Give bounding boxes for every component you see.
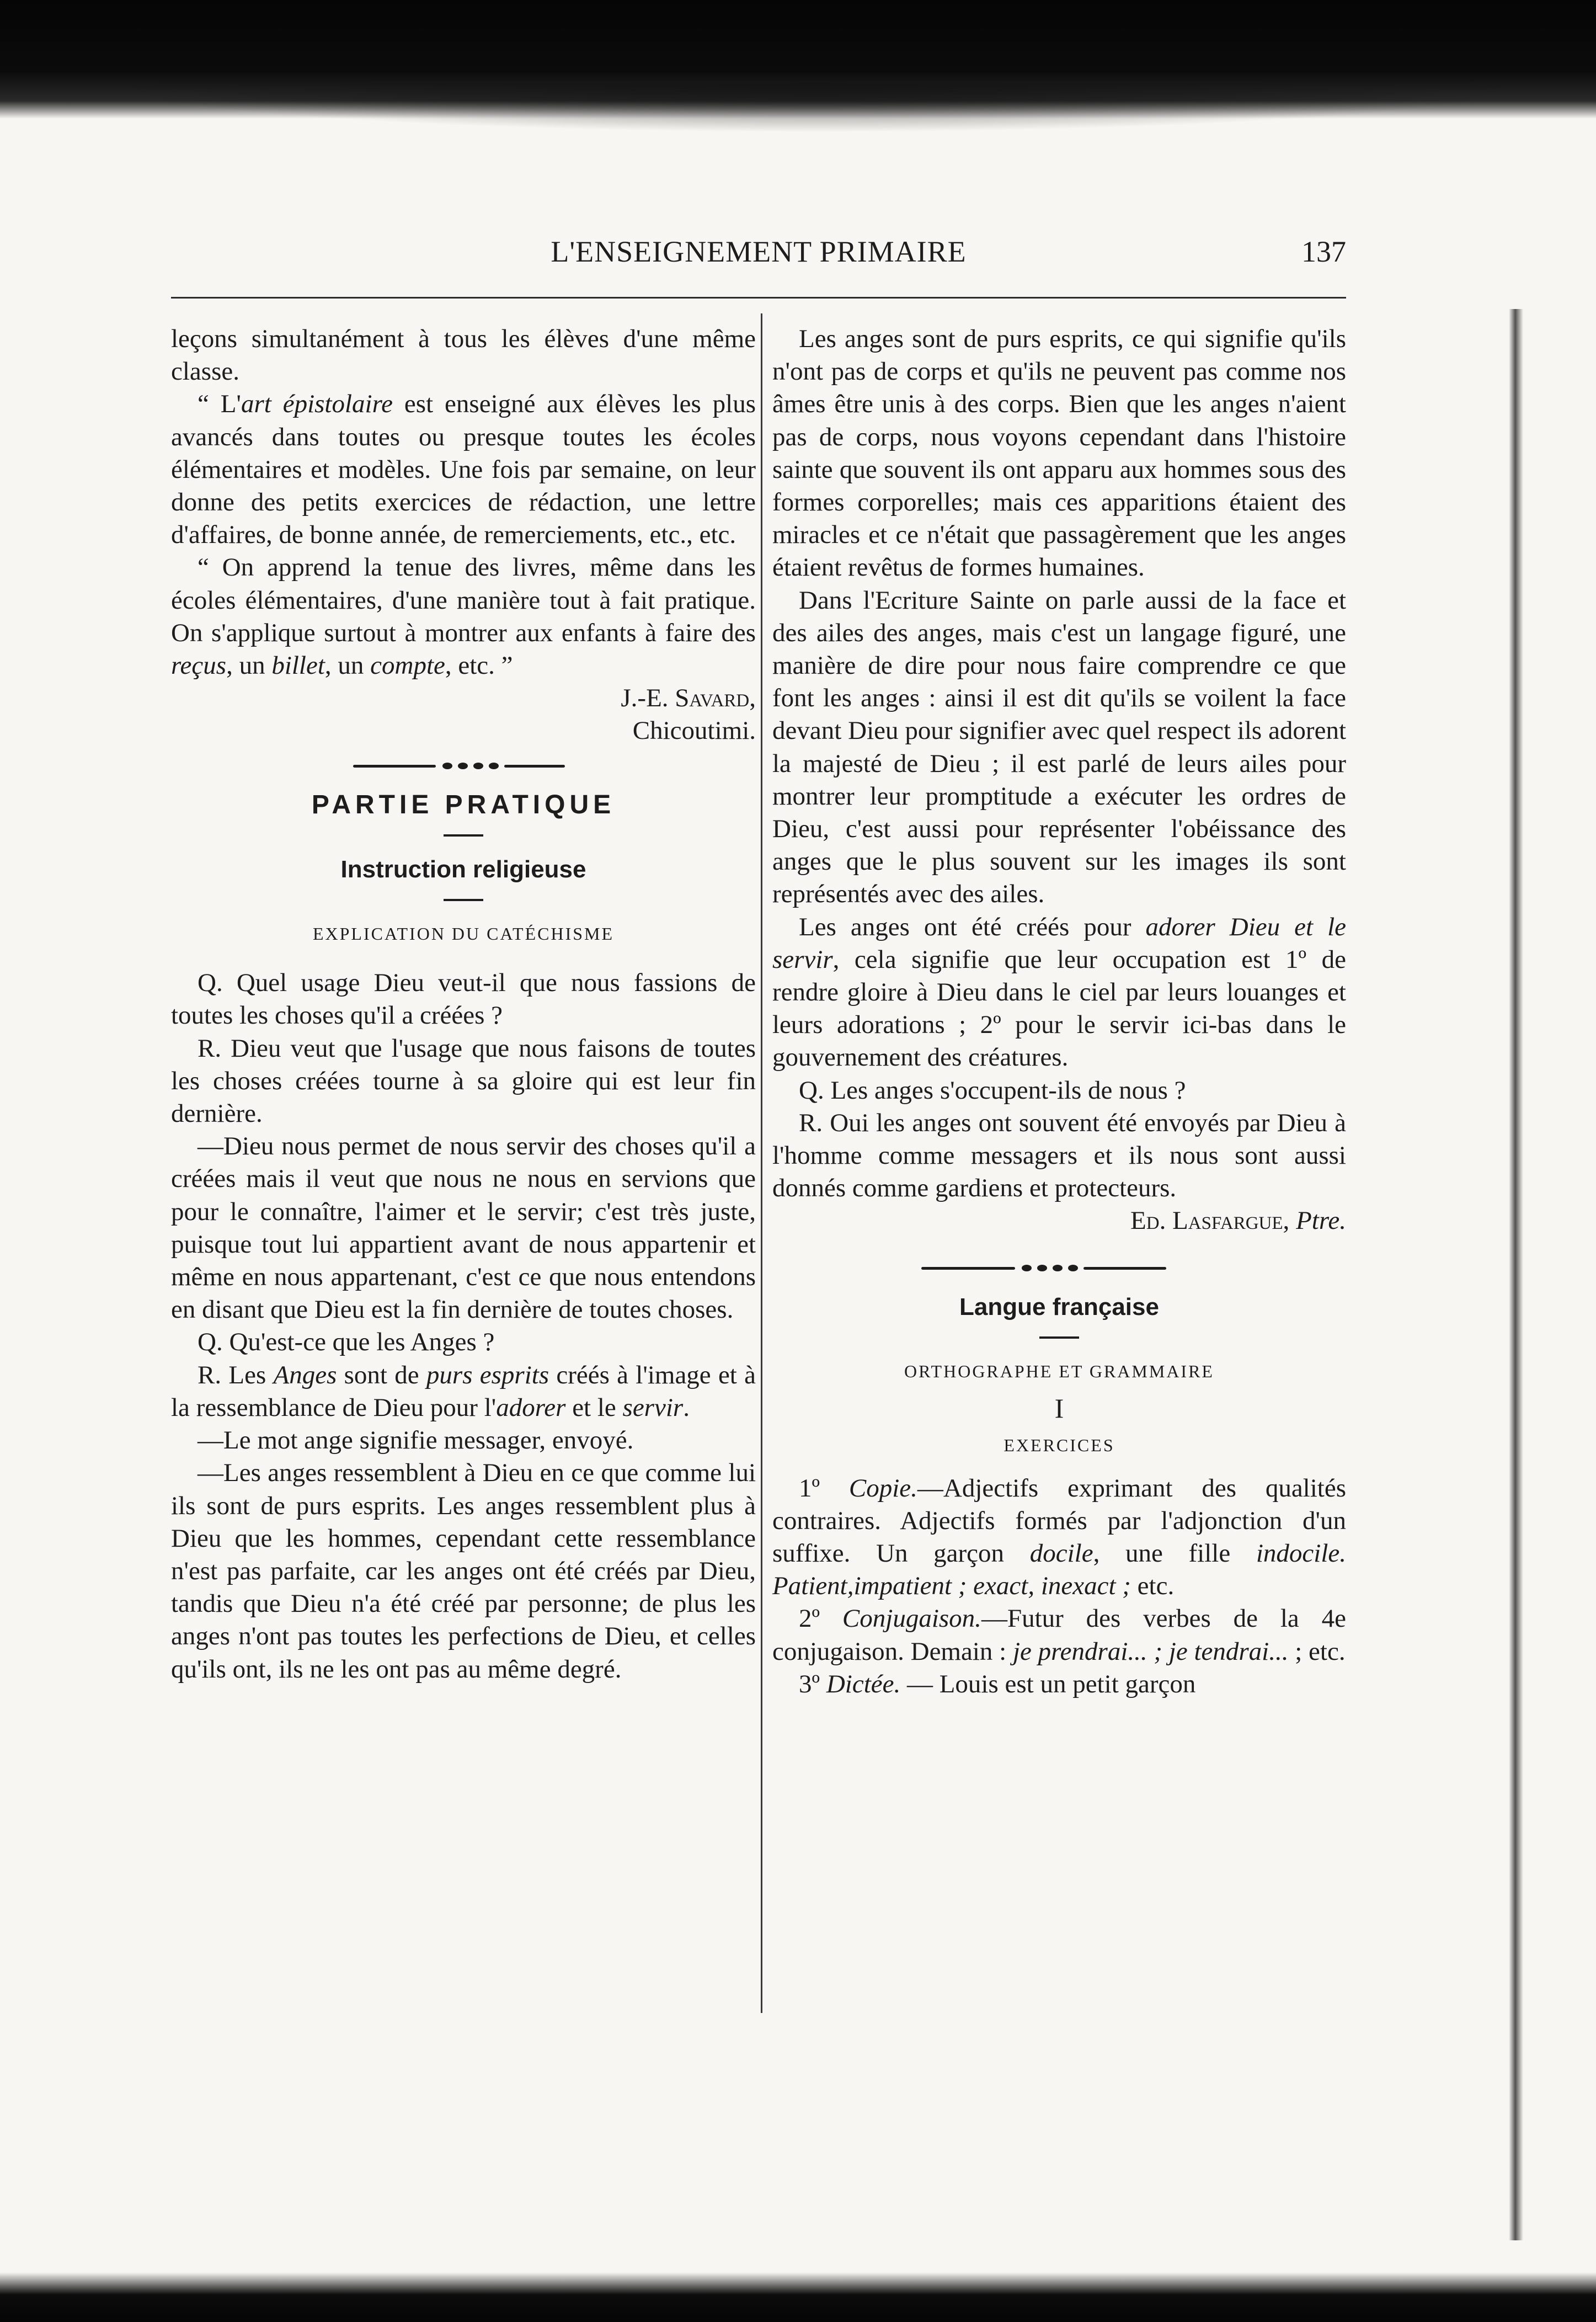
exercise-number: 1º	[799, 1473, 849, 1503]
text-span: , etc. ”	[445, 651, 513, 680]
text-span: , un	[226, 651, 272, 680]
italic-term: art épistolaire	[241, 390, 393, 419]
text-span: , un	[324, 651, 371, 680]
text-span: , une fille	[1093, 1538, 1256, 1568]
signature	[772, 1205, 1346, 1237]
running-head	[171, 235, 1346, 273]
signature-place: Chicoutimi.	[632, 716, 756, 745]
roman-numeral-heading: I	[1054, 1393, 1064, 1424]
scan-shadow-top-edge	[99, 83, 1534, 132]
text-span: ; etc.	[1288, 1637, 1346, 1666]
header-rule	[171, 297, 1346, 299]
exercise-label: Conjugaison.	[842, 1604, 981, 1633]
text-span: “ On apprend la tenue des livres, même dans les écoles élémentaires, d'une manière tout à fait pratique. On s'applique surtout à montrer aux enfants à faire des	[171, 553, 756, 647]
italic-term: servir	[622, 1393, 684, 1422]
paragraph: Dans l'Ecriture Sainte on parle aussi de la face et des ailes des anges, mais c'est un langage figuré, une manière de dire pour nous faire comprendre ce que font les anges : ainsi il est dit qu'ils se voilent la face devant Dieu pour signifier avec quel respect ils adorent la majesté de Dieu ; il est parlé de leurs ailes pour montrer leur promptitude a exécuter les ordres de Dieu, c'est aussi pour représenter l'obéissance des anges que le plus souvent sur les images ils sont représentés avec des ailes.	[772, 585, 1346, 909]
italic-term: adorer Dieu et le servir	[772, 912, 1346, 974]
paragraph: —Le mot ange signifie messager, envoyé.	[198, 1426, 634, 1455]
italic-term: je prendrai... ; je tendrai...	[1012, 1637, 1289, 1666]
section-title: PARTIE PRATIQUE	[311, 790, 616, 819]
question: Q. Quel usage Dieu veut-il que nous fassions de toutes les choses qu'il a créées ?	[171, 968, 756, 1030]
text-span: , cela signifie que leur occupation est 1º de rendre gloire à Dieu dans le ciel par leurs louanges et leurs adorations ; 2º pour le servir ici-bas dans le gouvernement des créatures.	[772, 945, 1346, 1072]
paragraph-tenue-des-livres	[171, 551, 756, 682]
text-span: etc.	[1130, 1572, 1175, 1601]
ornament-divider	[772, 1260, 1346, 1276]
text-span: et le	[565, 1393, 623, 1422]
paragraph-art-epistolaire	[171, 388, 756, 551]
italic-term: Anges	[273, 1360, 337, 1389]
signature-name: Ed. Lasfargue,	[1130, 1206, 1296, 1235]
question: Q. Qu'est-ce que les Anges ?	[198, 1328, 495, 1357]
ornament-divider	[171, 758, 756, 774]
exercise-label: Dictée.	[826, 1669, 901, 1698]
sub-heading: EXPLICATION DU CATÉCHISME	[312, 924, 615, 944]
exercise-copie	[772, 1472, 1346, 1603]
page-number: 137	[1301, 235, 1346, 268]
text-span: créés à l'image et à la ressemblance de Dieu pour l'	[171, 1360, 756, 1422]
italic-term: billet	[271, 651, 325, 680]
paragraph-continued	[171, 323, 756, 388]
italic-term: purs esprits	[426, 1360, 549, 1389]
right-column	[772, 323, 1346, 1701]
exercise-conjugaison	[772, 1602, 1346, 1668]
italic-term: indocile. Patient,impatient ; exact, inexact ;	[772, 1538, 1346, 1601]
short-rule	[444, 834, 483, 837]
answer	[171, 1359, 756, 1424]
subsection-title: Instruction religieuse	[340, 855, 586, 883]
text-span: Les anges ont été créés pour	[799, 912, 1146, 941]
exercise-dictee	[772, 1668, 1346, 1701]
italic-term: reçus	[171, 651, 227, 680]
answer: R. Oui les anges ont souvent été envoyés par Dieu à l'homme comme messagers et ils nous sont aussi donnés comme gardiens et protecteurs.	[772, 1108, 1346, 1203]
exercise-label: Copie.	[848, 1473, 917, 1503]
text-line: même classe.	[171, 324, 756, 386]
exercise-number: 2º	[799, 1604, 842, 1633]
running-title: L'ENSEIGNEMENT PRIMAIRE	[551, 235, 967, 268]
exercises-heading: EXERCICES	[1003, 1435, 1115, 1456]
short-rule	[444, 899, 483, 901]
exercise-number: 3º	[799, 1669, 826, 1698]
paragraph: Les anges sont de purs esprits, ce qui signifie qu'ils n'ont pas de corps et qu'ils ne peuvent pas comme nos âmes être unis à des corps. Bien que les anges n'aient pas de corps, nous voyons cependant dans l'histoire sainte que souvent ils ont apparu aux hommes sous des formes corporelles; mais ces apparitions étaient des miracles et ce n'était que passagèrement que les anges étaient revêtus de formes humaines.	[772, 324, 1346, 582]
signature-title: Ptre.	[1296, 1206, 1346, 1235]
italic-term: adorer	[496, 1393, 566, 1422]
text-span: —Futur des verbes de la 4e conjugaison. Demain :	[772, 1604, 1346, 1666]
scan-dark-bottom-border	[0, 2272, 1596, 2322]
paragraph: —Les anges ressemblent à Dieu en ce que comme lui ils sont de purs esprits. Les anges ressemblent plus à Dieu que les hommes, cependant cette ressemblance n'est pas parfaite, car les anges ont été créés par Dieu, tandis que Dieu n'a été créé par personne; de plus les anges n'ont pas toutes les perfections de Dieu, et celles qu'ils ont, ils ne les ont pas au même degré.	[171, 1458, 756, 1684]
paragraph	[772, 911, 1346, 1074]
text-span: .	[683, 1393, 690, 1422]
left-column	[171, 323, 756, 1686]
text-span: sont de	[337, 1360, 426, 1389]
italic-term: docile	[1029, 1538, 1093, 1568]
answer: R. Dieu veut que l'usage que nous faisons de toutes les choses créées tourne à sa gloire qui est leur fin dernière.	[171, 1034, 756, 1128]
italic-term: compte	[370, 651, 445, 680]
sub-heading: ORTHOGRAPHE ET GRAMMAIRE	[904, 1361, 1214, 1381]
text-span: — Louis est un petit garçon	[900, 1669, 1196, 1698]
text-span: “ L'	[198, 390, 241, 419]
question: Q. Les anges s'occupent-ils de nous ?	[799, 1075, 1186, 1105]
text-span: R. Les	[198, 1360, 274, 1389]
text-span: —Adjectifs exprimant des qualités contraires. Adjectifs formés par l'adjonction d'un suffixe. Un garçon	[772, 1473, 1347, 1568]
text-line: leçons simultanément à tous les élèves d'une	[171, 324, 679, 353]
text-span: est enseigné aux élèves les plus avancés dans toutes ou presque toutes les écoles élémentaires et modèles. Une fois par semaine, on leur donne des petits exercices de rédaction, une lettre d'affaires, de bonne année, de remerciements, etc., etc.	[171, 390, 756, 550]
scan-shadow-right-edge	[1509, 309, 1523, 2240]
short-rule	[1039, 1336, 1079, 1339]
subsection-title: Langue française	[959, 1293, 1159, 1320]
column-divider-rule	[761, 313, 762, 2013]
paragraph: —Dieu nous permet de nous servir des choses qu'il a créées mais il veut que nous ne nous en servions que pour le connaître, l'aimer et le servir; c'est très juste, puisque tout lui appartient avant de nous appartenir et même en nous appartenant, c'est ce que nous entendons en disant que Dieu est la fin dernière de toutes choses.	[171, 1132, 756, 1324]
signature-name: J.-E. Savard,	[621, 684, 756, 713]
